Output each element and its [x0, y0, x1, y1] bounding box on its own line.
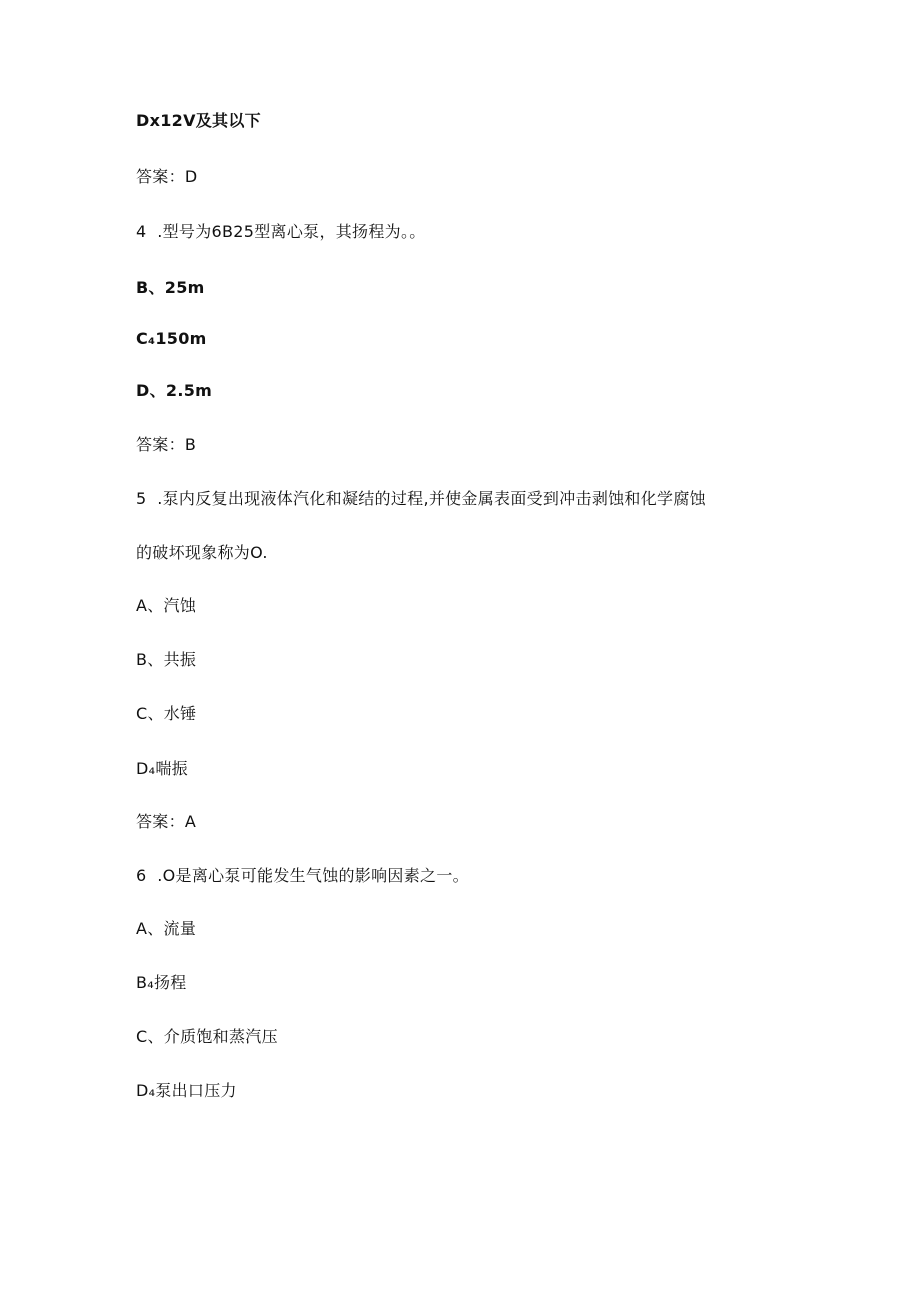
question-4: 4 .型号为6B25型离心泵，其扬程为。。 [136, 222, 426, 241]
option-c-q4: C₄150m [136, 329, 207, 348]
option-a-q6: A、流量 [136, 919, 197, 938]
question-6: 6 .O是离心泵可能发生气蚀的影响因素之一。 [136, 866, 469, 885]
option-d-q5: D₄喘振 [136, 759, 188, 778]
option-d-q3: Dx12V及其以下 [136, 111, 261, 130]
option-b-q4: B、25m [136, 278, 205, 297]
option-d-q4: D、2.5m [136, 381, 213, 400]
option-b-q5: B、共振 [136, 650, 197, 669]
option-b-q6: B₄扬程 [136, 973, 187, 992]
answer-q4: 答案：B [136, 435, 197, 454]
option-c-q5: C、水锤 [136, 704, 197, 723]
option-a-q5: A、汽蚀 [136, 596, 197, 615]
option-c-q6: C、介质饱和蒸汽压 [136, 1027, 278, 1046]
question-5-line-2: 的破坏现象称为O. [136, 543, 268, 562]
question-5-line-1: 5 .泵内反复出现液体汽化和凝结的过程,并使金属表面受到冲击剥蚀和化学腐蚀 [136, 489, 706, 508]
option-d-q6: D₄泵出口压力 [136, 1081, 237, 1100]
answer-q5: 答案：A [136, 812, 197, 831]
answer-q3: 答案：D [136, 167, 198, 186]
